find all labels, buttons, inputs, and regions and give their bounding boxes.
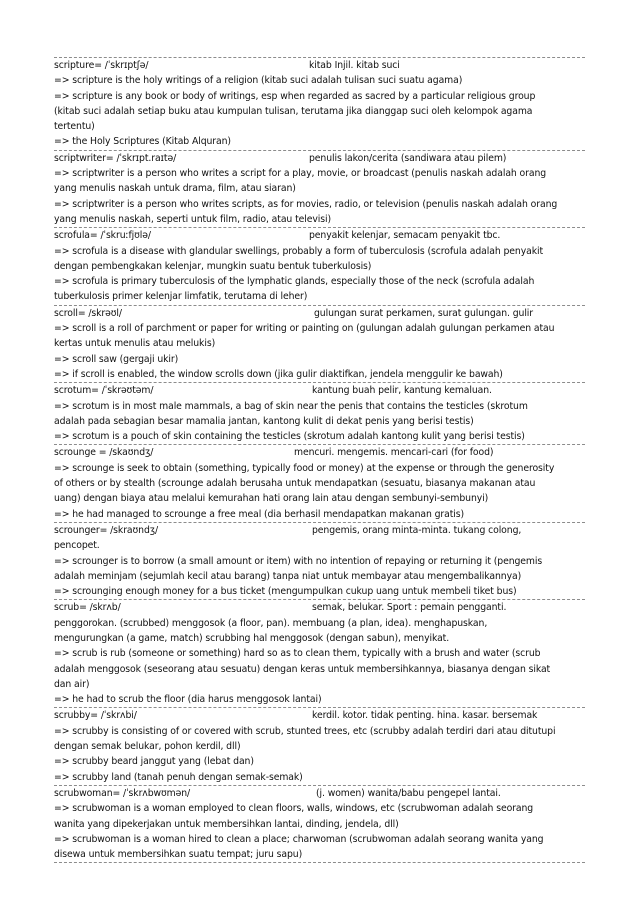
headword-pronunciation: scrounge = /skaʊndʒ/ — [54, 447, 154, 459]
definition-line: => scroll saw (gergaji ukir) — [54, 353, 179, 365]
definition-line: of others or by stealth (scrounge adalah berusaha untuk mendapatkan (sesuatu, biasanya makanan atau — [54, 478, 536, 490]
definition-line: wanita yang dipekerjakan untuk membersihkan lantai, dinding, jendela, dll) — [54, 818, 399, 830]
definition-line: => scrub is rub (someone or something) hard so as to clean them, typically with a brush and water (scrub — [54, 648, 541, 660]
dictionary-sheet — [54, 57, 585, 863]
definition-line: => scrounging enough money for a bus ticket (mengumpulkan cukup uang untuk membeli tiket bus) — [54, 586, 517, 598]
headword-translation: kerdil. kotor. tidak penting. hina. kasar. bersemak — [312, 710, 538, 722]
definition-line: adalah pada sebagian besar mamalia jantan, kantong kulit di dekat penis yang berisi testis) — [54, 415, 474, 427]
headword-line — [54, 58, 585, 73]
definition-line: uang) dengan biaya atau melalui kemurahan hati orang lain atau dengan sembunyi-sembunyi) — [54, 493, 489, 505]
definition-line: => scrofula is a disease with glandular swellings, probably a form of tuberculosis (scrofula adalah penyakit — [54, 245, 544, 257]
definition-line: => scrubwoman is a woman hired to clean a place; charwoman (scrubwoman adalah seorang wanita yang — [54, 833, 544, 845]
headword-line — [54, 383, 585, 398]
dictionary-entry — [54, 150, 585, 227]
headword-line — [54, 523, 585, 538]
headword-line — [54, 151, 585, 166]
headword-translation: penyakit kelenjar, semacam penyakit tbc. — [309, 230, 501, 242]
definition-line: => scrubwoman is a woman employed to clean floors, walls, windows, etc (scrubwoman adalah seorang — [54, 803, 534, 815]
headword-pronunciation: scrub= /skrʌb/ — [54, 602, 121, 614]
dictionary-entry — [54, 522, 585, 599]
headword-translation: kitab Injil. kitab suci — [309, 60, 400, 71]
definition-line: => scrofula is primary tuberculosis of the lymphatic glands, especially those of the neck (scrofula adalah — [54, 276, 535, 288]
definition-line: => scroll is a roll of parchment or paper for writing or painting on (gulungan adalah gulungan perkamen atau — [54, 323, 555, 335]
definition-line: mengurungkan (a game, match) scrubbing hal menggosok (dengan sabun), menyikat. — [54, 632, 450, 644]
headword-line — [54, 228, 585, 243]
dictionary-entry — [54, 305, 585, 382]
definition-line: kertas untuk menulis atau melukis) — [54, 338, 216, 350]
headword-translation: gulungan surat perkamen, surat gulungan. gulir — [314, 307, 534, 319]
headword-pronunciation: scrounger= /skraʊndʒ/ — [54, 524, 159, 536]
definition-line: => scrubby is consisting of or covered with scrub, stunted trees, etc (scrubby adalah terdiri dari atau ditutupi — [54, 725, 556, 737]
headword-line — [54, 445, 585, 460]
definition-line: tertentu) — [54, 121, 95, 133]
definition-line: => scrounger is to borrow (a small amount or item) with no intention of repaying or returning it (pengemis — [54, 555, 543, 567]
dictionary-entry — [54, 57, 585, 150]
headword-translation: mencuri. mengemis. mencari-cari (for food) — [294, 447, 494, 459]
definition-line: => scrotum is a pouch of skin containing the testicles (skrotum adalah kantong kulit yang berisi testis) — [54, 431, 525, 443]
definition-line: => scrubby land (tanah penuh dengan semak-semak) — [54, 771, 303, 783]
headword-pronunciation: scrotum= /ˈskrəʊtəm/ — [54, 385, 154, 397]
definition-line: => scripture is any book or body of writings, esp when regarded as sacred by a particular religious group — [54, 90, 536, 102]
dictionary-entry — [54, 382, 585, 444]
definition-line: pencopet. — [54, 540, 100, 552]
definition-line: => the Holy Scriptures (Kitab Alquran) — [54, 136, 231, 148]
definition-line: dan air) — [54, 678, 90, 690]
definition-line: adalah meminjam (sejumlah kecil atau barang) tanpa niat untuk membayar atau mengembalikannya) — [54, 570, 522, 582]
headword-line — [54, 708, 585, 723]
definition-line: => scrotum is in most male mammals, a bag of skin near the penis that contains the testicles (skrotum — [54, 400, 528, 412]
definition-line: => scriptwriter is a person who writes a script for a play, movie, or broadcast (penulis naskah adalah orang — [54, 168, 547, 180]
definition-line: yang menulis naskah untuk drama, film, atau siaran) — [54, 183, 296, 195]
headword-pronunciation: scroll= /skrəʊl/ — [54, 307, 122, 319]
definition-line: tuberkulosis primer kelenjar limfatik, terutama di leher) — [54, 291, 308, 303]
headword-pronunciation: scriptwriter= /ˈskrɪpt.raɪtə/ — [54, 152, 177, 164]
headword-line — [54, 600, 585, 615]
definition-line: => scrounge is seek to obtain (something, typically food or money) at the expense or through the generosity — [54, 462, 555, 474]
dictionary-entry — [54, 785, 585, 863]
definition-line: => if scroll is enabled, the window scrolls down (jika gulir diaktifkan, jendela menggulir ke bawah) — [54, 368, 503, 380]
headword-pronunciation: scrubby= /ˈskrʌbi/ — [54, 710, 137, 722]
definition-line: yang menulis naskah, seperti untuk film, radio, atau televisi) — [54, 213, 331, 225]
definition-line: => scriptwriter is a person who writes scripts, as for movies, radio, or television (penulis naskah adalah orang — [54, 198, 558, 210]
headword-translation: pengemis, orang minta-minta. tukang colong, — [312, 524, 522, 536]
definition-line: (kitab suci adalah setiap buku atau kumpulan tulisan, terutama jika dianggap suci oleh kelompok agama — [54, 105, 533, 117]
definition-line: adalah menggosok (seseorang atau sesuatu) dengan keras untuk membersihkannya, biasanya dengan sikat — [54, 663, 551, 675]
headword-translation: (j. women) wanita/babu pengepel lantai. — [316, 787, 501, 799]
headword-line — [54, 306, 585, 321]
definition-line: => he had managed to scrounge a free meal (dia berhasil mendapatkan makanan gratis) — [54, 508, 465, 520]
definition-line: dengan pembengkakan kelenjar, mungkin suatu bentuk tuberkulosis) — [54, 260, 372, 272]
definition-line: disewa untuk membersihkan suatu tempat; juru sapu) — [54, 849, 303, 861]
headword-line — [54, 786, 585, 801]
dictionary-entry — [54, 599, 585, 707]
dictionary-entry — [54, 227, 585, 304]
definition-line: => he had to scrub the floor (dia harus menggosok lantai) — [54, 694, 322, 706]
dictionary-entry — [54, 444, 585, 521]
headword-pronunciation: scrofula= /ˈskruːfjʊlə/ — [54, 230, 151, 242]
definition-line: penggorokan. (scrubbed) menggosok (a floor, pan). membuang (a plan, idea). menghapuskan, — [54, 617, 488, 629]
definition-line: => scripture is the holy writings of a religion (kitab suci adalah tulisan suci suatu agama) — [54, 75, 463, 87]
headword-pronunciation: scripture= /ˈskrɪptʃə/ — [54, 60, 149, 71]
definition-line: => scrubby beard janggut yang (lebat dan) — [54, 756, 254, 768]
headword-pronunciation: scrubwoman= /ˈskrʌbwʊmən/ — [54, 787, 191, 799]
headword-translation: semak, belukar. Sport : pemain pengganti. — [312, 602, 507, 614]
definition-line: dengan semak belukar, pohon kerdil, dll) — [54, 741, 241, 753]
headword-translation: penulis lakon/cerita (sandiwara atau pilem) — [309, 152, 507, 164]
dictionary-entry — [54, 707, 585, 784]
headword-translation: kantung buah pelir, kantung kemaluan. — [312, 385, 492, 397]
